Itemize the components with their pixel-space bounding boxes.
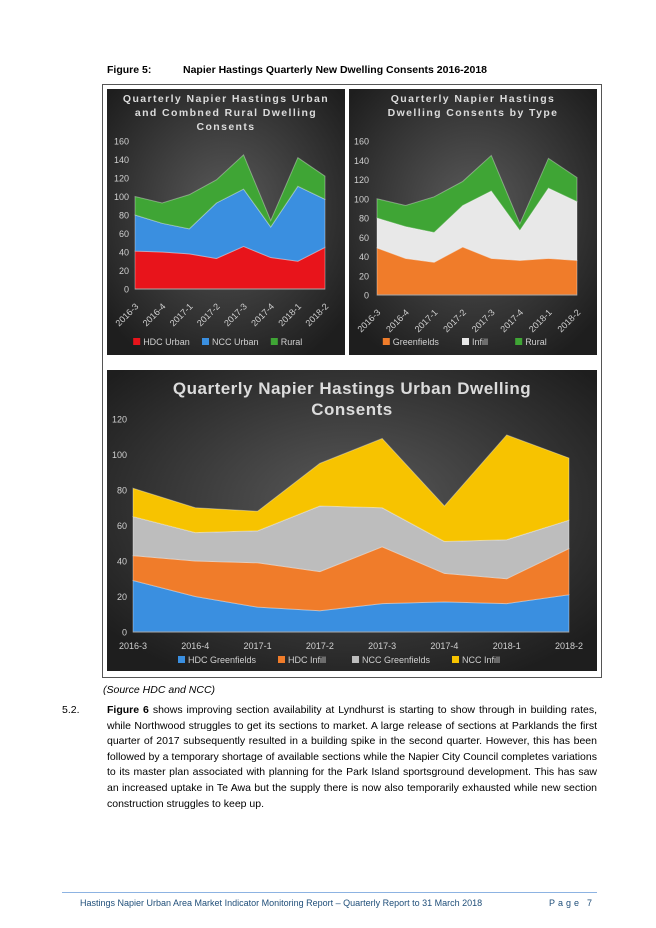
- legend-label-rural: Rural: [280, 337, 303, 347]
- consents-by-type-chart: [349, 89, 597, 355]
- legend-swatch-rural: [271, 338, 278, 345]
- legend-label-ncc-greenfields: NCC Greenfields: [362, 655, 431, 665]
- y-tick-label: 140: [113, 155, 129, 165]
- page-number: [549, 898, 595, 908]
- x-tick-label: 2016-3: [118, 641, 148, 651]
- source-note: (Source HDC and NCC): [103, 684, 216, 696]
- x-tick-label: 2016-4: [384, 307, 411, 335]
- x-tick-label: 2016-3: [355, 307, 383, 335]
- legend-swatch-hdc-greenfields: [178, 656, 185, 663]
- legend-swatch-rural: [515, 338, 522, 345]
- y-tick-label: 40: [116, 556, 127, 567]
- x-tick-label: 2016-3: [113, 301, 141, 329]
- paragraph-text: shows improving section availability at Lyndhurst is starting to show through in building rates, while Northwood struggles to get its sections to market. A large release of sections at Parklands the first quarter of 2017 subsequently resulted in a building spike in the second quarter. However, this has been followed by a temporary shortage of available sections while the Napier City Council completes variations to its master plan associated with planning for the Park Island sportsground development. This has saw an increased uptake in Te Awa but the supply there is now also temporarily exhausted while new section construction struggles to keep up.: [107, 704, 597, 810]
- chart-title-line-2: and Combned Rural Dwelling: [134, 107, 318, 119]
- x-tick-label: 2017-3: [222, 301, 249, 329]
- x-tick-label: 2016-4: [140, 301, 168, 329]
- x-tick-label: 2017-4: [249, 301, 277, 329]
- legend-swatch-ncc-infill: [452, 656, 459, 663]
- y-tick-label: 160: [113, 136, 129, 147]
- legend-swatch-greenfields: [383, 338, 390, 345]
- legend-swatch-infill: [462, 338, 469, 345]
- y-tick-label: 0: [121, 627, 127, 638]
- x-tick-label: 2017-2: [441, 307, 469, 335]
- x-tick-label: 2017-2: [305, 641, 334, 651]
- legend-label-ncc-urban: NCC Urban: [212, 337, 259, 347]
- y-tick-label: 0: [123, 284, 129, 295]
- figure-reference: Figure 6: [107, 704, 149, 716]
- y-tick-label: 20: [116, 592, 127, 602]
- page-label: Page: [548, 898, 582, 908]
- chart-title-line-2: Consents: [311, 400, 393, 419]
- chart-title: Quarterly Napier Hastings Urban Dwelling: [172, 379, 532, 398]
- x-tick-label: 2018-2: [554, 641, 584, 651]
- y-tick-label: 80: [116, 485, 127, 496]
- legend-label-hdc-urban: HDC Urban: [143, 337, 190, 347]
- y-tick-label: 60: [116, 521, 127, 531]
- y-tick-label: 20: [118, 266, 129, 276]
- x-tick-label: 2017-1: [167, 301, 195, 329]
- paragraph-body: [107, 703, 597, 812]
- chart-title: Quarterly Napier Hastings Urban: [122, 93, 330, 105]
- figure-frame: [102, 84, 602, 678]
- legend-label-hdc-infill: HDC Infill: [288, 655, 327, 665]
- y-tick-label: 40: [118, 247, 129, 258]
- y-tick-label: 100: [353, 194, 369, 205]
- x-tick-label: 2018-2: [555, 307, 583, 335]
- y-tick-label: 120: [353, 175, 369, 185]
- y-tick-label: 100: [111, 450, 127, 460]
- x-tick-label: 2018-1: [526, 307, 554, 335]
- legend-label-hdc-greenfields: HDC Greenfields: [188, 655, 257, 665]
- figure-title: Napier Hastings Quarterly New Dwelling Consents 2016-2018: [183, 64, 488, 76]
- x-tick-label: 2017-2: [194, 301, 222, 329]
- x-tick-label: 2017-1: [243, 641, 272, 651]
- legend-swatch-ncc-urban: [202, 338, 209, 345]
- y-tick-label: 0: [363, 290, 369, 301]
- y-tick-label: 20: [358, 271, 369, 282]
- x-tick-label: 2017-3: [469, 307, 497, 335]
- x-tick-label: 2018-2: [303, 301, 331, 329]
- urban-rural-chart: [107, 89, 345, 355]
- chart-title: Quarterly Napier Hastings: [390, 93, 556, 105]
- y-tick-label: 120: [113, 173, 129, 184]
- y-tick-label: 60: [358, 232, 369, 243]
- x-tick-label: 2018-1: [276, 301, 304, 329]
- y-tick-label: 140: [353, 155, 369, 166]
- legend-label-ncc-infill: NCC Infill: [462, 655, 501, 665]
- y-tick-label: 160: [353, 136, 369, 147]
- y-tick-label: 100: [113, 192, 129, 202]
- legend-swatch-hdc-infill: [278, 656, 285, 663]
- x-tick-label: 2017-1: [412, 307, 440, 335]
- y-tick-label: 60: [118, 229, 129, 239]
- footer-text: Hastings Napier Urban Area Market Indicator Monitoring Report – Quarterly Report to 31 March 2018: [80, 898, 483, 908]
- x-tick-label: 2017-4: [498, 307, 526, 335]
- x-tick-label: 2017-3: [368, 641, 397, 651]
- y-tick-label: 120: [111, 414, 127, 425]
- legend-label-infill: Infill: [472, 337, 489, 347]
- paragraph-number: 5.2.: [62, 704, 80, 716]
- chart-title-line-2: Dwelling Consents by Type: [387, 107, 559, 119]
- page-footer: [80, 898, 595, 908]
- paragraph-5-2: [62, 703, 597, 812]
- urban-dwelling-chart: [107, 370, 597, 671]
- x-tick-label: 2018-1: [492, 641, 521, 651]
- legend-swatch-hdc-urban: [133, 338, 140, 345]
- x-tick-label: 2016-4: [181, 641, 210, 651]
- footer-divider: [62, 892, 597, 893]
- legend-swatch-ncc-greenfields: [352, 656, 359, 663]
- legend-label-greenfields: Greenfields: [392, 337, 439, 347]
- figure-heading: [107, 64, 487, 76]
- y-tick-label: 40: [358, 252, 369, 262]
- legend-label-rural: Rural: [525, 337, 547, 347]
- page-number-value: 7: [586, 898, 595, 908]
- y-tick-label: 80: [118, 210, 129, 221]
- figure-number: Figure 5:: [107, 64, 152, 76]
- x-tick-label: 2017-4: [430, 641, 459, 651]
- y-tick-label: 80: [358, 213, 369, 224]
- chart-title-line-3: Consents: [196, 121, 256, 133]
